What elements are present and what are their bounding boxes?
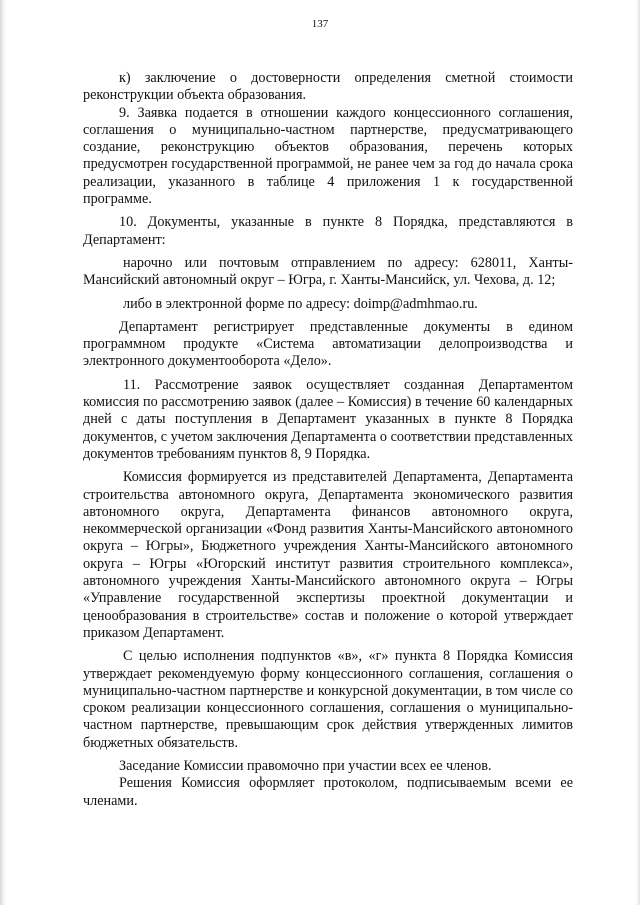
paragraph-commission-approval: С целью исполнения подпунктов «в», «г» пункта 8 Порядка Комиссия утверждает рекомендуемую форму концессионного соглашения, соглашения о муниципально-частном партнерстве и конкурсной документации, в том числе со сроком реализации концессионного соглашения, соглашения о муниципально-частном партнерстве, превышающим срок действия утвержденных лимитов бюджетных обязательств. [83,648,573,751]
scan-right-edge [636,0,640,905]
paragraph-item-11: 11. Рассмотрение заявок осуществляет созданная Департаментом комиссия по рассмотрению заявок (далее – Комиссия) в течение 60 календарных дней с даты поступления в Департамент указанных в пункте 8 Порядка документов, с учетом заключения Департамента о соответствии представленных документов требованиям пунктов 8, 9 Порядка. [83,376,573,462]
paragraph-item-10: 10. Документы, указанные в пункте 8 Порядка, представляются в Департамент: [83,214,573,248]
paragraph-email-address: либо в электронной форме по адресу: doimp@admhmao.ru. [123,295,478,312]
paragraph-decisions: Решения Комиссия оформляет протоколом, подписываемым всеми ее членами. [83,775,573,809]
paragraph-quorum: Заседание Комиссии правомочно при участии всех ее членов. [119,757,492,774]
paragraph-clause-k: к) заключение о достоверности определения сметной стоимости реконструкции объекта образования. [83,70,573,104]
paragraph-registration: Департамент регистрирует представленные документы в едином программном продукте «Система автоматизации делопроизводства и электронного документооборота «Дело». [83,318,573,370]
paragraph-item-9: 9. Заявка подается в отношении каждого концессионного соглашения, соглашения о муниципально-частном партнерстве, предусматривающего создание, реконструкцию объектов образования, перечень которых предусмотрен государственной программой, не ранее чем за год до начала срока реализации, указанного в таблице 4 приложения 1 к государственной программе. [83,104,573,208]
paragraph-commission-composition: Комиссия формируется из представителей Департамента, Департамента строительства автономного округа, Департамента экономического развития автономного округа, Департамента финансов автономного округа, некоммерческой организации «Фонд развития Ханты-Мансийского автономного округа – Югры», Бюджетного учреждения Ханты-Мансийского автономного округа – Югры «Югорский институт развития строительного комплекса», автономного учреждения Ханты-Мансийского автономного округа – Югры «Управление государственной экспертизы проектной документации и ценообразования в строительстве» состав и положение о которой утверждает приказом Департамент. [83,469,573,641]
document-body [83,70,573,810]
paragraph-postal-address: нарочно или почтовым отправлением по адресу: 628011, Ханты-Мансийский автономный округ – Югра, г. Ханты-Мансийск, ул. Чехова, д. 12; [83,254,573,289]
scan-left-edge [0,0,6,905]
page-number: 137 [311,18,329,30]
